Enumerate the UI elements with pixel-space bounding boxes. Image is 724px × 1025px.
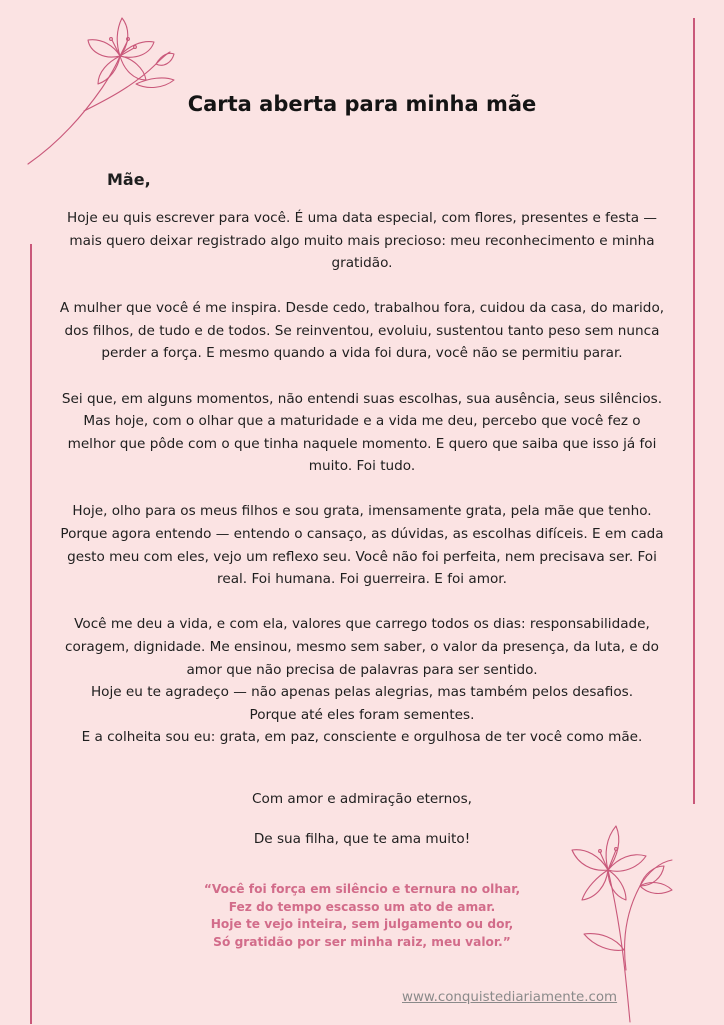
poem-line: Só gratidão por ser minha raiz, meu valor.” (213, 934, 511, 949)
paragraph: E a colheita sou eu: grata, em paz, consciente e orgulhosa de ter você como mãe. (81, 729, 643, 746)
signature-line: De sua filha, que te ama muito! (253, 831, 471, 847)
paragraph: Hoje, olho para os meus filhos e sou grata, imensamente grata, pela mãe que tenho. Porque agora entendo — entendo o cansaço, as dúvidas, as escolhas difíceis. E em cada gesto meu com eles, vejo um reflexo seu. Você não foi perfeita, nem precisava ser. Foi real. Foi humana. Foi guerreira. E foi amor. (60, 503, 664, 588)
letter-body (58, 207, 666, 749)
page-title: Carta aberta para minha mãe (187, 92, 537, 116)
paragraph: Porque até eles foram sementes. (249, 706, 475, 723)
paragraph: Você me deu a vida, e com ela, valores que carrego todos os dias: responsabilidade, coragem, dignidade. Me ensinou, mesmo sem saber, o valor da presença, da luta, e do amor que não precisa de palavras para ser sentido. (65, 616, 659, 678)
poem-line: Fez do tempo escasso um ato de amar. (228, 899, 496, 914)
website-link[interactable]: www.conquistediariamente.com (402, 990, 618, 1005)
closing-line: Com amor e admiração eternos, (252, 791, 472, 807)
poem-quote (0, 881, 724, 951)
paragraph: Hoje eu quis escrever para você. É uma data especial, com flores, presentes e festa — mais quero deixar registrado algo muito mais precioso: meu reconhecimento e minha gratidão. (67, 210, 657, 272)
lily-flower-icon (24, 6, 194, 171)
poem-line: Hoje te vejo inteira, sem julgamento ou dor, (210, 917, 514, 931)
poem-line: “Você foi força em silêncio e ternura no olhar, (203, 882, 521, 896)
paragraph: Hoje eu te agradeço — não apenas pelas alegrias, mas também pelos desafios. (90, 684, 634, 701)
greeting: Mãe, (107, 170, 151, 189)
paragraph: A mulher que você é me inspira. Desde cedo, trabalhou fora, cuidou da casa, do marido, dos filhos, de tudo e de todos. Se reinventou, evoluiu, sustentou tanto peso sem nunca perder a força. E mesmo quando a vida foi dura, você não se permitiu parar. (59, 300, 665, 362)
decorative-border-right (693, 18, 695, 804)
paragraph: Sei que, em alguns momentos, não entendi suas escolhas, sua ausência, seus silêncios. Mas hoje, com o olhar que a maturidade e a vida me deu, percebo que você fez o melhor que pôde com o que tinha naquele momento. E quero que saiba que isso já foi muito. Foi tudo. (61, 390, 663, 475)
